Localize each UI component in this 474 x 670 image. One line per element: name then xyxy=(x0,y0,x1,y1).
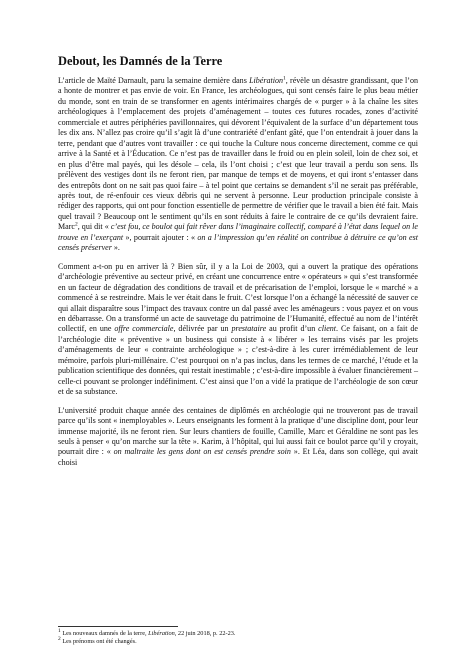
italic-text: on a l’impression qu’en réalité on contribue à détruire ce qu’on est censés préserver xyxy=(58,232,418,253)
paragraph xyxy=(58,76,418,254)
text-run: , délivrée par un xyxy=(173,324,232,334)
paragraph xyxy=(58,406,418,469)
text-run: Les prénoms ont été changés. xyxy=(60,638,137,646)
footnote-ref: 2 xyxy=(74,221,78,228)
text-run: , révèle un désastre grandissant, que l’on a honte de montrer et pas envie de voir. En France, les archéologues, qui sont censés faire le plus beau métier du monde, sont en train de se transformer en agents intérimaires chargés de « purger » à la chaîne les sites archéologiques à l’emplacement des projets d’aménagement – toutes ces futures rocades, zones d’activité commerciale et autres périphéries pavillonnaires, qui dévorent l’équivalent de la surface d’un département tous les dix ans. N’allez pas croire qu’il s’agit là d’une contrariété d’enfant gâté, que l’on entendrait à jouer dans la terre, pendant que d’autres vont travailler : ce qui touche la Culture nous concerne directement, comme ce qui arrive à la Santé et à l’Éducation. Ce n’est pas de travailler dans le froid ou en plein soleil, loin de chez soi, et en plus d’être mal payés, qui les désole – cela, ils l’ont choisi ; c’est que leur travail a perdu son sens. Ils prélèvent des vestiges dont ils ne feront rien, par manque de temps et de moyens, et qui iront s’entasser dans des entrepôts dont on ne sait pas quoi faire – à tel point que certains se demandent s’il ne serait pas préférable, après tout, de ré-enfouir ces vieux débris qui ne servent à personne. Leur production principale consiste à rédiger des rapports, qui ont pour fonction essentielle de permettre de vérifier que le travail a bien été fait. Mais quel travail ? Beaucoup ont le sentiment qu’ils en sont réduits à faire le contraire de ce qu’ils devraient faire. Marc xyxy=(58,76,418,232)
italic-text: on maltraite les gens dont on est censés prendre soin xyxy=(113,447,291,457)
italic-text: prestataire xyxy=(231,324,267,334)
footnote-2 xyxy=(58,638,418,646)
text-run: au profit d’un xyxy=(266,324,319,334)
article-title: Debout, les Damnés de la Terre xyxy=(58,54,223,68)
footnotes xyxy=(58,627,418,647)
text-run: », pourrait ajouter : « xyxy=(123,232,198,242)
text-run: ». xyxy=(111,243,120,253)
text-run: , qui dit « xyxy=(77,222,111,232)
text-run: Les nouveaux damnés de la terre, xyxy=(60,630,149,637)
footnote-ref: 1 xyxy=(58,627,61,634)
footnote-ref: 2 xyxy=(58,636,61,643)
text-run: L’université produit chaque année des centaines de diplômés en archéologie qui ne trouveront pas de travail parce qu’ils sont « inemployables ». Leurs enseignants les forment à la pratique d’une discipline dont, pour leur immense majorité, ils ne feront rien. Sur leurs chantiers de fouille, Camille, Marc et Géraldine ne sont pas les seuls à penser « qu’on marche sur la tête ». Karim, à l’hôpital, qui lui aussi fait ce boulot parce qu’il y croyait, pourrait dire : « xyxy=(58,405,418,457)
footnote-separator xyxy=(58,626,178,627)
text-run: L’article de Maïté Darnault, paru la semaine dernière dans xyxy=(58,76,250,85)
italic-text: Libération xyxy=(249,76,284,85)
italic-text: Libération xyxy=(148,630,175,637)
article-body xyxy=(58,76,418,468)
footnote-ref: 1 xyxy=(283,75,286,82)
italic-text: c’est fou, ce boulot qui fait rêver dans l’imaginaire collectif, comparé à l’état dans lequel on le trouve en l’exerçant xyxy=(58,222,418,242)
text-run: . Ce faisant, on a fait de l’archéologie dite « préventive » un business qui consiste à « libérer » les terrains visés par les projets d’aménagements de leur « contrainte archéologique » ; c’est-à-dire à les curer irrémédiablement de leur mémoire, parfois pluri-millénaire. C’est pourquoi on n’a pas inclus, dans les termes de ce marché, l’étude et la publication scientifique des données, qui restait inestimable ; c’est-à-dire impossible à évaluer financièrement – celle-ci pouvant se prolonger indéfiniment. C’est ainsi que l’on a vidé la pratique de l’archéologie de son cœur et de sa substance. xyxy=(58,324,418,397)
text-run: Comment a-t-on pu en arriver là ? Bien sûr, il y a la Loi de 2003, qui a ouvert la pratique des opérations d’archéologie préventive au secteur privé, en créant une concurrence entre « opérateurs » qui s’est transformée en un facteur de dégradation des conditions de travail et de précarisation de l’emploi, lorsque le « marché » a commencé à se restreindre. Mais le ver était dans le fruit. C’est lorsque l’on a échangé la nécessité de sauver ce qui allait disparaître sous l’impact des travaux contre un dal passé avec les aménageurs : vous payez et on vous en débarrasse. On a transformé un acte de sauvetage du patrimoine de l’Humanité, effectué au nom de l’intérêt collectif, en une xyxy=(58,261,418,334)
text-run: , 22 juin 2018, p. 22-23. xyxy=(174,630,236,637)
italic-text: offre commerciale xyxy=(114,324,174,334)
paragraph xyxy=(58,262,418,398)
italic-text: client xyxy=(318,324,337,334)
text-run: ». Et Léa, dans son collège, qui avait choisi xyxy=(58,447,418,467)
